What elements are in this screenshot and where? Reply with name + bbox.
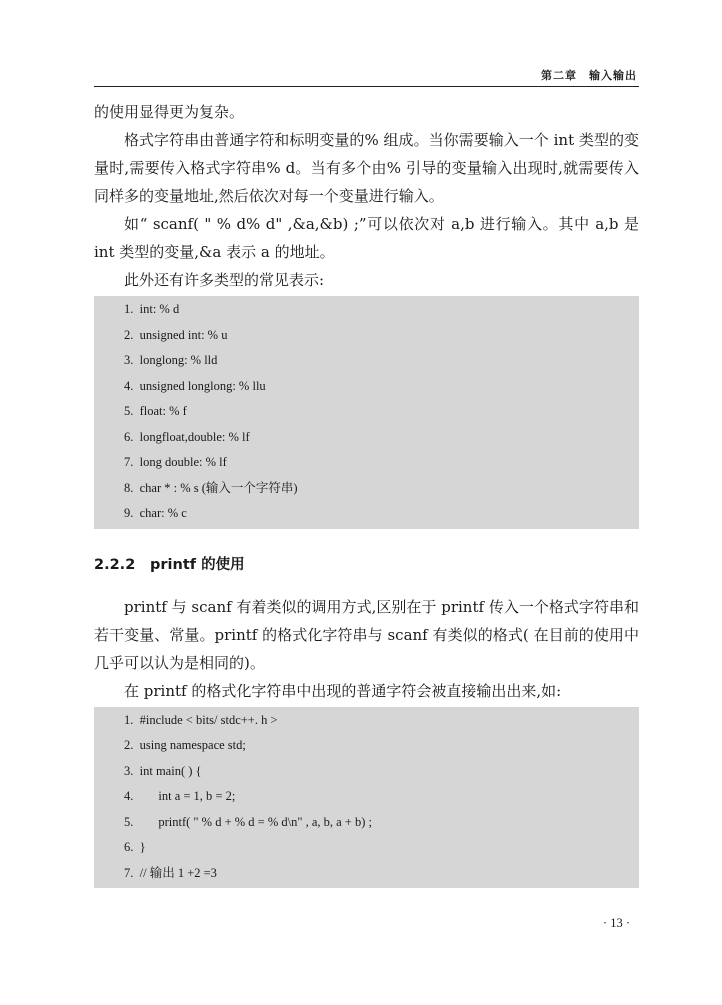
code-line: 6. longfloat,double: % lf xyxy=(124,429,250,444)
code-line: 3. longlong: % lld xyxy=(124,353,218,367)
code-line: 7. // 输出 1 +2 =3 xyxy=(124,865,217,880)
code-line: 8. char * : % s (输入一个字符串) xyxy=(124,480,298,495)
code-line: 4. unsigned longlong: % llu xyxy=(124,378,266,393)
paragraph-format-string: 格式字符串由普通字符和标明变量的% 组成。当你需要输入一个 int 类型的变量时,需要传入格式字符串% d。当有多个由% 引导的变量输入出现时,就需要传入同样多的变量地址,然后依次对每一个变量进行输入。 xyxy=(94,131,639,205)
code-line: 1. int: % d xyxy=(124,302,180,316)
code-line: 7. long double: % lf xyxy=(124,455,227,469)
code-line: 4. int a = 1, b = 2; xyxy=(124,789,236,803)
page-content xyxy=(94,98,639,888)
code-block-printf-example xyxy=(94,707,639,889)
paragraph-printf-intro: printf 与 scanf 有着类似的调用方式,区别在于 printf 传入一个格式字符串和若干变量、常量。printf 的格式化字符串与 scanf 有类似的格式( 在目前的使用中几乎可以认为是相同的)。 xyxy=(94,597,639,672)
code-line: 2. using namespace std; xyxy=(124,738,246,752)
section-heading xyxy=(94,553,639,577)
code-block-format-specifiers xyxy=(94,296,639,529)
code-line: 3. int main( ) { xyxy=(124,763,202,778)
paragraph-continuation: 的使用显得更为复杂。 xyxy=(94,103,245,121)
page-number: · 13 · xyxy=(602,916,630,930)
code-line: 6. } xyxy=(124,840,146,854)
code-line: 5. float: % f xyxy=(124,404,187,418)
paragraph-scanf-example: 如“ scanf( " % d% d" ,&a,&b) ;”可以依次对 a,b 进行输入。其中 a,b 是 int 类型的变量,&a 表示 a 的地址。 xyxy=(94,215,639,261)
paragraph-printf-output: 在 printf 的格式化字符串中出现的普通字符会被直接输出出来,如: xyxy=(124,681,562,700)
code-line: 1. #include < bits/ stdc++. h > xyxy=(124,712,278,727)
running-header xyxy=(94,66,639,87)
section-number: 2.2.2 xyxy=(94,556,136,573)
section-title: printf 的使用 xyxy=(150,556,245,573)
paragraph-type-intro: 此外还有许多类型的常见表示: xyxy=(124,271,325,289)
chapter-title: 第二章 输入输出 xyxy=(541,69,637,82)
code-line: 2. unsigned int: % u xyxy=(124,327,228,342)
code-line: 5. printf( " % d + % d = % d\n" , a, b, a + b) ; xyxy=(124,814,372,829)
code-line: 9. char: % c xyxy=(124,506,187,520)
